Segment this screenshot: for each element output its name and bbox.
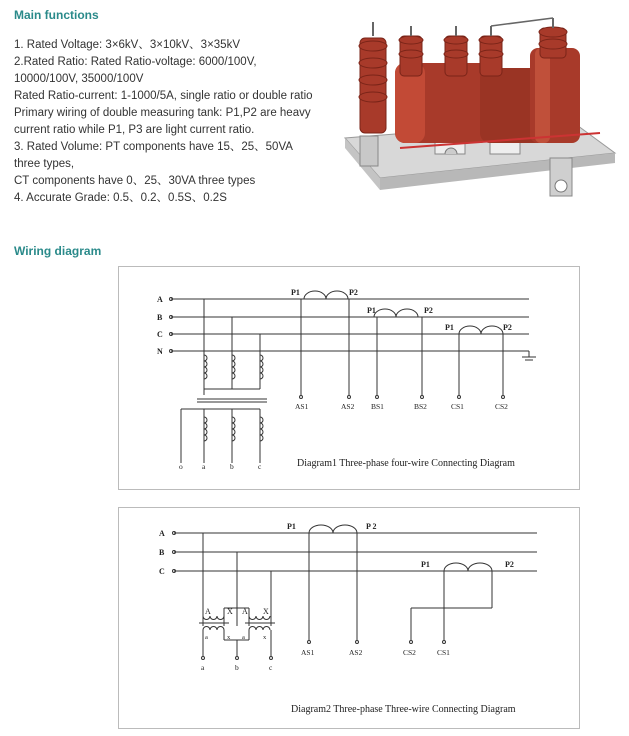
- ct-label: P2: [424, 306, 433, 315]
- secondary-label: b: [230, 462, 234, 471]
- secondary-label: o: [179, 462, 183, 471]
- terminal-label: BS2: [414, 402, 427, 411]
- ct-label: P1: [421, 560, 430, 569]
- diagram2: [118, 507, 580, 729]
- secondary-label: c: [258, 462, 262, 471]
- diagram2-caption: Diagram2 Three-phase Three-wire Connecting Diagram: [291, 704, 516, 715]
- secondary-label: a: [201, 663, 205, 672]
- main-functions-title: Main functions: [14, 8, 99, 22]
- function-line: 3. Rated Volume: PT components have 15、25、50VA: [14, 141, 293, 153]
- line-label-a: A: [157, 295, 163, 304]
- diagram1: [118, 266, 580, 490]
- function-line: CT components have 0、25、30VA three types: [14, 175, 256, 187]
- line-label-c: C: [157, 330, 163, 339]
- pt-sec-label: x: [227, 634, 231, 641]
- ct-label: P1: [445, 323, 454, 332]
- pt-label: A: [205, 607, 211, 616]
- function-line: 1. Rated Voltage: 3×6kV、3×10kV、3×35kV: [14, 39, 241, 51]
- secondary-label: b: [235, 663, 239, 672]
- pt-label: A: [242, 607, 248, 616]
- line-label-n: N: [157, 347, 163, 356]
- pt-label: X: [263, 607, 269, 616]
- function-line: current ratio while P1, P3 are light current ratio.: [14, 124, 255, 136]
- ct-label: P1: [367, 306, 376, 315]
- diagram1-caption: Diagram1 Three-phase four-wire Connecting Diagram: [297, 458, 515, 469]
- pt-sec-label: a: [242, 634, 245, 641]
- terminal-label: CS2: [403, 648, 416, 657]
- pt-sec-label: x: [263, 634, 267, 641]
- terminal-label: AS1: [301, 648, 315, 657]
- line-label-a: A: [159, 529, 165, 538]
- function-line: Primary wiring of double measuring tank: P1,P2 are heavy: [14, 107, 311, 119]
- line-label-c: C: [159, 567, 165, 576]
- ct-label: P1: [287, 522, 296, 531]
- function-line: Rated Ratio-current: 1-1000/5A, single ratio or double ratio: [14, 90, 313, 102]
- function-line: 2.Rated Ratio: Rated Ratio-voltage: 6000/100V,: [14, 56, 257, 68]
- terminal-label: CS1: [451, 402, 464, 411]
- secondary-label: a: [202, 462, 206, 471]
- terminal-label: AS2: [341, 402, 355, 411]
- ct-label: P2: [503, 323, 512, 332]
- function-line: 4. Accurate Grade: 0.5、0.2、0.5S、0.2S: [14, 192, 227, 204]
- function-line: three types,: [14, 158, 75, 170]
- ct-label: P2: [505, 560, 514, 569]
- ct-label: P 2: [366, 522, 377, 531]
- ct-label: P2: [349, 288, 358, 297]
- terminal-label: AS2: [349, 648, 363, 657]
- line-label-b: B: [159, 548, 165, 557]
- function-line: 10000/100V, 35000/100V: [14, 73, 144, 85]
- terminal-label: AS1: [295, 402, 309, 411]
- terminal-label: BS1: [371, 402, 384, 411]
- line-label-b: B: [157, 313, 163, 322]
- terminal-label: CS1: [437, 648, 450, 657]
- ct-label: P1: [291, 288, 300, 297]
- pt-sec-label: a: [205, 634, 208, 641]
- terminal-label: CS2: [495, 402, 508, 411]
- secondary-label: c: [269, 663, 273, 672]
- wiring-diagram-title: Wiring diagram: [14, 244, 102, 258]
- product-photo: [340, 8, 620, 208]
- main-functions-list: [14, 37, 344, 207]
- pt-label: X: [227, 607, 233, 616]
